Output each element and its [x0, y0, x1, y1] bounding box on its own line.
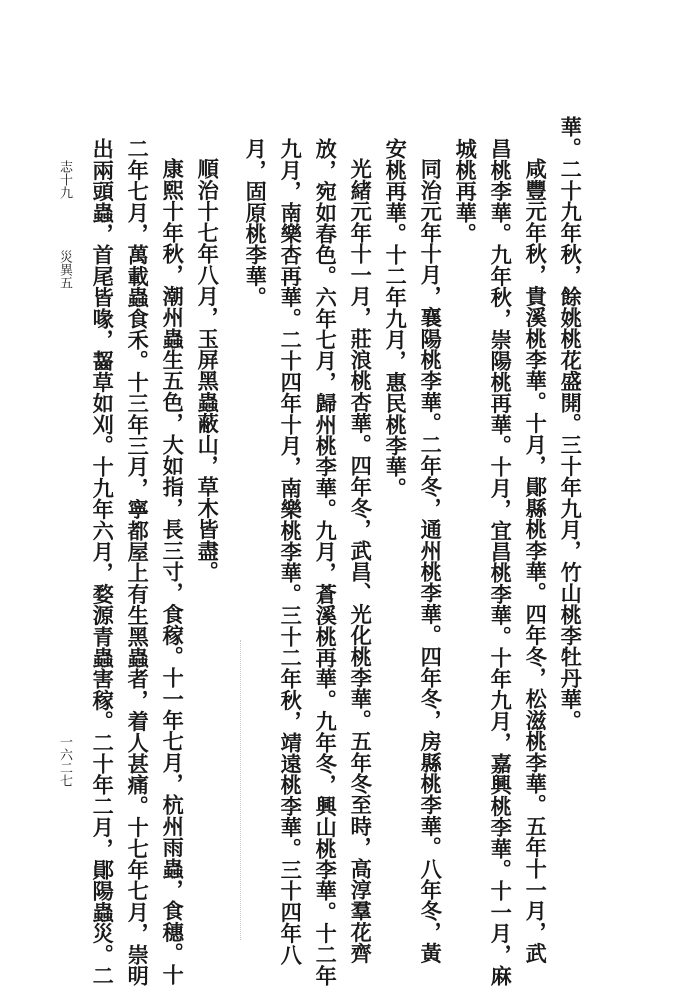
page-number: 一六二七 [57, 735, 72, 787]
text-column: 九月，南樂杏再華。二十四年十月，南樂桃李華。三十二年秋，靖遠桃李華。三十四年八 [278, 138, 304, 965]
text-column: 出兩頭蟲，首尾皆喙，齧草如刈。十九年六月，婺源青蟲害稼。二十年二月，鄖陽蟲災。二 [90, 138, 116, 986]
text-column: 順治十七年八月，玉屏黑蟲蔽山，草木皆盡。 [195, 158, 221, 582]
text-column: 華。二十九年秋，餘姚桃花盛開。三十年九月，竹山桃李牡丹華。 [558, 116, 584, 731]
text-column: 安桃再華。十二年九月，惠民桃李華。 [383, 138, 409, 499]
text-column: 放，宛如春色。六年七月，歸州桃李華。九月，蒼溪桃再華。九年冬，興山桃李華。十二年 [313, 138, 339, 986]
text-column: 城桃再華。 [453, 138, 479, 244]
gutter-line [240, 640, 242, 940]
chapter-heading: 志十九 [57, 160, 72, 199]
text-column: 同治元年十月，襄陽桃李華。二年冬，通州桃李華。四年冬，房縣桃李華。八年冬，黃 [418, 158, 444, 964]
text-column: 咸豐元年秋，貴溪桃李華。十月，鄖縣桃李華。四年冬，松滋桃李華。五年十一月，武 [523, 158, 549, 964]
text-column: 二年七月，萬載蟲食禾。十三年三月，寧都屋上有生黑蟲者，着人甚痛。十七年七月，崇明 [125, 138, 151, 986]
text-column: 光緒元年十一月，莊浪桃杏華。四年冬，武昌、光化桃李華。五年冬至時，高淳羣花齊 [348, 158, 374, 964]
text-column: 昌桃李華。九年秋，崇陽桃再華。十月，宜昌桃李華。十年九月，嘉興桃李華。十一月，麻 [488, 138, 514, 986]
text-column: 月，固原桃李華。 [243, 138, 269, 308]
text-column: 康熙十年秋，潮州蟲生五色，大如指，長三寸，食稼。十一年七月，杭州雨蟲，食穗。十 [160, 158, 186, 985]
section-heading: 災異五 [57, 250, 72, 289]
